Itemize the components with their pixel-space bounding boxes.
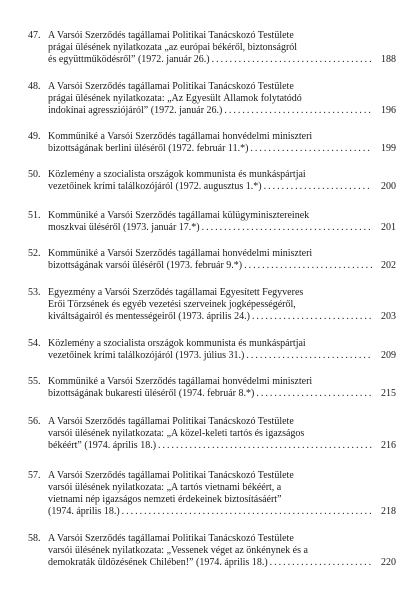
dot-leader	[252, 311, 372, 323]
entry-body	[48, 376, 396, 400]
page-number: 209	[381, 350, 396, 361]
dot-leader	[158, 440, 372, 452]
page-number: 196	[381, 105, 396, 116]
page-number: 200	[381, 181, 396, 192]
entry-title-line: és együttműködésről” (1972. január 26.)	[48, 54, 210, 65]
page-number: 188	[381, 54, 396, 65]
entry-number: 58.	[28, 533, 41, 544]
page-number: 218	[381, 506, 396, 517]
entry-number: 52.	[28, 248, 41, 259]
dot-leader	[122, 506, 372, 518]
entry-title-line: indokínai agressziójáról” (1972. január 26.)	[48, 105, 223, 116]
entry-title-line: vezetőinek krími találkozójáról (1973. július 31.)	[48, 350, 245, 361]
entry-body	[48, 416, 396, 452]
page-number: 201	[381, 222, 396, 233]
entry-number: 47.	[28, 30, 41, 41]
entry-last-line	[48, 506, 396, 518]
entry-body	[48, 533, 396, 569]
entry-number: 53.	[28, 287, 41, 298]
entry-body	[48, 248, 396, 272]
entry-title-line: vezetőinek krími találkozójáról (1972. augusztus 1.*)	[48, 181, 262, 192]
entry-number: 51.	[28, 210, 41, 221]
entry-title-line: bizottságának varsói üléséről (1973. február 9.*)	[48, 260, 243, 271]
entry-title-line: A Varsói Szerződés tagállamai Politikai Tanácskozó Testülete	[48, 30, 294, 41]
entry-title-line: varsói ülésének nyilatkozata: „A közel-keleti tartós és igazságos	[48, 428, 305, 439]
entry-title-line: Kommüniké a Varsói Szerződés tagállamai külügyminisztereinek	[48, 210, 310, 221]
dot-leader	[246, 350, 372, 362]
entry-body	[48, 470, 396, 518]
entry-body	[48, 131, 396, 155]
entry-body	[48, 30, 396, 66]
dot-leader	[270, 557, 372, 569]
entry-number: 54.	[28, 338, 41, 349]
page-number: 220	[381, 557, 396, 568]
entry-last-line	[48, 260, 396, 272]
dot-leader	[250, 143, 372, 155]
entry-title-line: Közlemény a szocialista országok kommunista és munkáspártjai	[48, 338, 306, 349]
entry-title-line: prágai ülésének nyilatkozata: „Az Egyesült Államok folytatódó	[48, 93, 302, 104]
entry-title-line: prágai ülésének nyilatkozata „az európai békéről, biztonságról	[48, 42, 298, 53]
entry-last-line	[48, 222, 396, 234]
entry-last-line	[48, 105, 396, 117]
entry-last-line	[48, 311, 396, 323]
entry-title-line: bizottságának berlini üléséről (1972. február 11.*)	[48, 143, 249, 154]
entry-title-line: (1974. április 18.)	[48, 506, 120, 517]
entry-body	[48, 210, 396, 234]
page-number: 199	[381, 143, 396, 154]
entry-title-line: kiváltságairól és mentességeiről (1973. április 24.)	[48, 311, 250, 322]
entry-title-line: Kommüniké a Varsói Szerződés tagállamai honvédelmi miniszteri	[48, 131, 313, 142]
page-number: 202	[381, 260, 396, 271]
entry-title-line: A Varsói Szerződés tagállamai Politikai Tanácskozó Testülete	[48, 533, 294, 544]
entry-body	[48, 81, 396, 117]
entry-last-line	[48, 557, 396, 569]
entry-last-line	[48, 388, 396, 400]
page-number: 216	[381, 440, 396, 451]
entry-body	[48, 287, 396, 323]
entry-title-line: varsói ülésének nyilatkozata: „Vessenek véget az önkénynek és a	[48, 545, 308, 556]
page-number: 203	[381, 311, 396, 322]
entry-body	[48, 169, 396, 193]
entry-title-line: Közlemény a szocialista országok kommunista és munkáspártjai	[48, 169, 306, 180]
entry-title-line: békéért” (1974. április 18.)	[48, 440, 157, 451]
entry-title-line: A Varsói Szerződés tagállamai Politikai Tanácskozó Testülete	[48, 470, 294, 481]
dot-leader	[256, 388, 372, 400]
entry-last-line	[48, 181, 396, 193]
entry-title-line: vietnami nép igazságos nemzeti érdekeinek biztosításáért”	[48, 494, 282, 505]
page-number: 215	[381, 388, 396, 399]
entry-title-line: Kommüniké a Varsói Szerződés tagállamai honvédelmi miniszteri	[48, 248, 313, 259]
entry-number: 49.	[28, 131, 41, 142]
entry-last-line	[48, 350, 396, 362]
entry-title-line: varsói ülésének nyilatkozata: „A tartós vietnami békéért, a	[48, 482, 282, 493]
entry-title-line: demokraták üldözésének Chilében!” (1974. április 18.)	[48, 557, 268, 568]
dot-leader	[212, 54, 372, 66]
entry-number: 55.	[28, 376, 41, 387]
entry-title-line: moszkvai üléséről (1973. január 17.*)	[48, 222, 200, 233]
entry-title-line: Erői Törzsének és egyéb vezetési szerveinek jogképességéről,	[48, 299, 296, 310]
dot-leader	[202, 222, 372, 234]
dot-leader	[244, 260, 372, 272]
entry-last-line	[48, 54, 396, 66]
dot-leader	[264, 181, 372, 193]
entry-title-line: bizottságának bukaresti üléséről (1974. február 8.*)	[48, 388, 255, 399]
entry-number: 56.	[28, 416, 41, 427]
entry-number: 57.	[28, 470, 41, 481]
entry-title-line: Kommüniké a Varsói Szerződés tagállamai honvédelmi miniszteri	[48, 376, 313, 387]
entry-last-line	[48, 440, 396, 452]
entry-body	[48, 338, 396, 362]
entry-number: 50.	[28, 169, 41, 180]
entry-number: 48.	[28, 81, 41, 92]
dot-leader	[224, 105, 372, 117]
entry-title-line: A Varsói Szerződés tagállamai Politikai Tanácskozó Testülete	[48, 81, 294, 92]
entry-title-line: A Varsói Szerződés tagállamai Politikai Tanácskozó Testülete	[48, 416, 294, 427]
entry-last-line	[48, 143, 396, 155]
entry-title-line: Egyezmény a Varsói Szerződés tagállamai Egyesített Fegyveres	[48, 287, 304, 298]
